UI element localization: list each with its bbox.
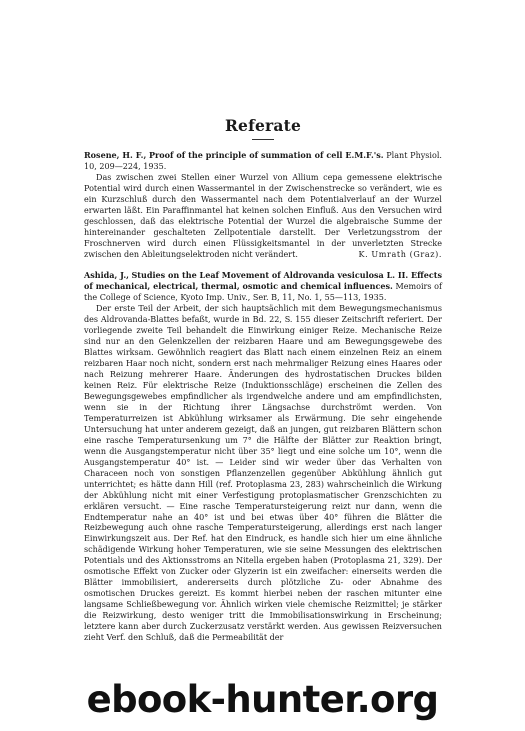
reference-title: Proof of the principle of summation of cell E.M.F.'s. [148, 150, 384, 160]
reviewer-signature: K. Umrath (Graz). [358, 249, 442, 259]
reference-line [84, 270, 442, 305]
page-content [84, 116, 442, 644]
review-text: Der erste Teil der Arbeit, der sich hauptsächlich mit dem Bewegungsmechanismus des Aldrovanda-Blattes befaßt, wurde in Bd. 22, S. 155 dieser Zeitschrift referiert. Der vorliegende zweite Teil behandelt die Einwirkung einiger Reize. Mechanische Reize sind nur an den Gelenkzellen der reizbaren Haare und am Bewegungsgewebe des Blattes wirksam. Gewöhnlich reagiert das Blatt nach einem einzelnen Reiz an einem reizbaren Haar noch nicht, sondern erst nach mehrmaliger Reizung eines Haares oder nach Reizung mehrerer Haare. Änderungen des hydrostatischen Druckes bilden keinen Reiz. Für elektrische Reize (Induktionsschläge) erscheinen die Zellen des Bewegungsgewebes empfindlicher als irgendwelche andere und am empfindlichsten, wenn sie in der Richtung ihrer Längsachse durchströmt werden. Von Temperaturreizen ist Abkühlung wirksamer als Erwärmung. Die sehr eingehende Untersuchung hat unter anderem gezeigt, daß an jungen, gut reizbaren Blättern schon eine rasche Temperatursenkung um 7° die Hälfte der Blätter zur Reaktion bringt, wenn die Ausgangstemperatur nicht über 35° liegt und eine solche um 10°, wenn die Ausgangstemperatur 40° ist. — Leider sind wir weder über das Verhalten von Characeen noch von sonstigen Pflanzenzellen gegenüber Abkühlung ähnlich gut unterrichtet; es hätte dann Hill (ref. Protoplasma 23, 283) wahrscheinlich die Wirkung der Abkühlung nicht mit einer Verfestigung protoplasmatischer Grenzschichten zu erklären versucht. — Eine rasche Temperatursteigerung reizt nur dann, wenn die Endtemperatur nahe an 40° ist und bei etwas über 40° führen die Blätter die Reizbewegung auch ohne rasche Temperatursteigerung, allerdings erst nach langer Einwirkungszeit aus. Der Ref. hat den Eindruck, es handle sich hier um eine ähnliche schädigende Wirkung hoher Temperaturen, wie sie seine Messungen des elektrischen Potentials und des Aktionsstroms an Nitella ergeben haben (Protoplasma 21, 329). Der osmotische Effekt von Zucker oder Glyzerin ist ein zweifacher: einerseits werden die Blätter immobilisiert, andererseits durch plötzliche Zu- oder Abnahme des osmotischen Druckes gereizt. Es kommt hierbei neben der raschen mitunter eine langsame Schließbewegung vor. Ähnlich wirken viele chemische Reizmittel; je stärker die Reizwirkung, desto weniger tritt die Immobilisationswirkung in Erscheinung; letztere kann aber durch Zuckerzusatz verstärkt werden. Aus gewissen Reizversuchen zieht Verf. den Schluß, daß die Permeabilität der [84, 304, 442, 642]
review-body [84, 173, 442, 261]
reference-source: Plant Physiol. 10, 209—224, 1935. [84, 151, 442, 171]
heading-divider [252, 139, 274, 140]
reference-author: Rosene, H. F., [84, 150, 147, 160]
reference-source: Memoirs of the College of Science, Kyoto Imp. Univ., Ser. B, 11, No. 1, 55—113, 1935. [84, 282, 442, 303]
reference-title: Studies on the Leaf Movement of Aldrovanda vesiculosa L. II. Effects of mechanical, electrical, thermal, osmotic and chemical influences. [84, 269, 442, 292]
reference-author: Ashida, J., [84, 269, 129, 280]
page-heading: Referate [224, 116, 302, 135]
watermark-text: ebook-hunter.org [86, 678, 439, 721]
review-body [84, 304, 442, 644]
reference-line [84, 150, 442, 173]
review-entry-1 [84, 150, 442, 261]
review-entry-2 [84, 270, 442, 644]
review-text: Das zwischen zwei Stellen einer Wurzel von Allium cepa gemessene elektrische Potential wird durch einen Wassermantel in der Zwischenstrecke so verändert, wie es ein Kurzschluß durch den Wassermantel nach dem Potentialverlauf an der Wurzel erwarten läßt. Ein Paraffinmantel hat keinen solchen Einfluß. Aus den Versuchen wird geschlossen, daß das elektrische Potential der Wurzel die algebraische Summe der hintereinander geschalteten Zellpotentiale darstellt. Der Verletzungsstrom der Froschnerven wird durch einen Flüssigkeitsmantel in der unverletzten Strecke zwischen den Ableitungselektroden nicht verändert. [84, 172, 442, 259]
